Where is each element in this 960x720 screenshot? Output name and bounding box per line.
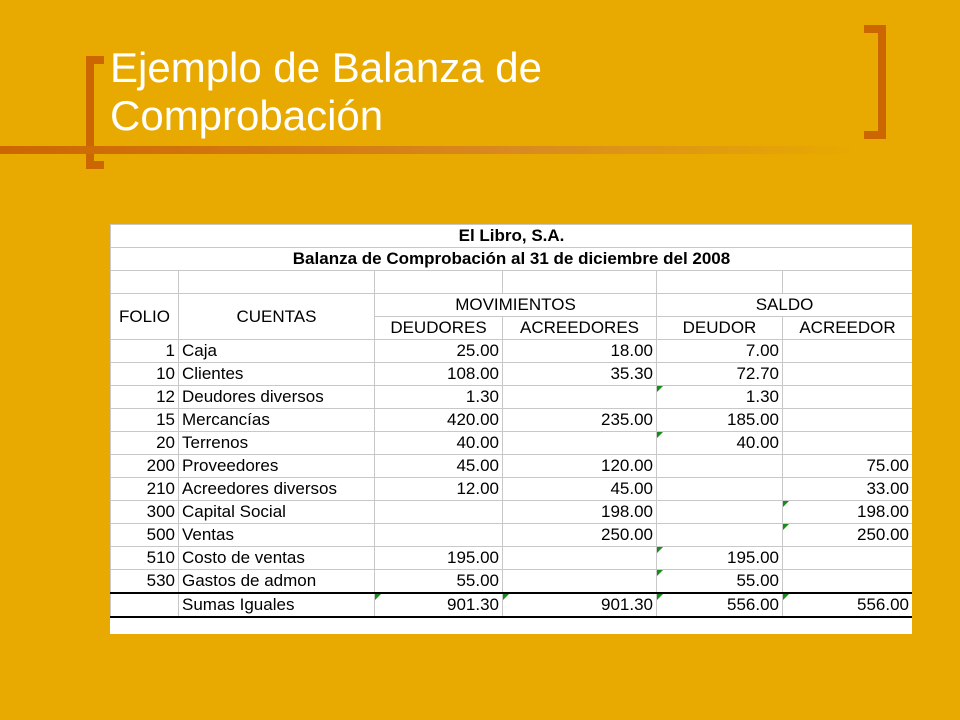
credit-balance-cell: [783, 363, 913, 386]
subtitle-row: [111, 248, 913, 271]
table-row: [111, 547, 913, 570]
credit-balance-cell: [783, 547, 913, 570]
account-cell: Capital Social: [179, 501, 375, 524]
folio-cell: 200: [111, 455, 179, 478]
debit-movement-cell: 195.00: [375, 547, 503, 570]
empty-cell: [111, 593, 179, 617]
table-row: [111, 524, 913, 547]
header-acreedor: ACREEDOR: [783, 317, 913, 340]
credit-balance-cell: 250.00: [783, 524, 913, 547]
debit-movement-cell: 420.00: [375, 409, 503, 432]
slide-title-line-1: Ejemplo de Balanza de: [110, 44, 542, 91]
folio-cell: 12: [111, 386, 179, 409]
account-cell: Terrenos: [179, 432, 375, 455]
credit-movement-cell: 35.30: [503, 363, 657, 386]
header-cuentas: CUENTAS: [179, 294, 375, 340]
account-cell: Clientes: [179, 363, 375, 386]
empty-cell: [111, 271, 179, 294]
debit-movement-cell: 45.00: [375, 455, 503, 478]
account-cell: Ventas: [179, 524, 375, 547]
empty-cell: [503, 271, 657, 294]
folio-cell: 500: [111, 524, 179, 547]
debit-balance-cell: 195.00: [657, 547, 783, 570]
folio-cell: 20: [111, 432, 179, 455]
total-credit-movements: 901.30: [503, 593, 657, 617]
balance-subtitle: Balanza de Comprobación al 31 de diciembre del 2008: [111, 248, 913, 271]
totals-label: Sumas Iguales: [179, 593, 375, 617]
header-row-1: [111, 294, 913, 317]
debit-balance-cell: 185.00: [657, 409, 783, 432]
account-cell: Deudores diversos: [179, 386, 375, 409]
folio-cell: 510: [111, 547, 179, 570]
total-debit-balance: 556.00: [657, 593, 783, 617]
debit-movement-cell: 40.00: [375, 432, 503, 455]
debit-balance-cell: 7.00: [657, 340, 783, 363]
credit-balance-cell: [783, 340, 913, 363]
empty-cell: [657, 271, 783, 294]
folio-cell: 300: [111, 501, 179, 524]
credit-movement-cell: [503, 386, 657, 409]
table-row: [111, 501, 913, 524]
right-bracket-decoration: [864, 25, 886, 139]
credit-balance-cell: 33.00: [783, 478, 913, 501]
credit-movement-cell: 120.00: [503, 455, 657, 478]
debit-balance-cell: [657, 501, 783, 524]
total-credit-balance: 556.00: [783, 593, 913, 617]
totals-row: [111, 593, 913, 617]
debit-movement-cell: 25.00: [375, 340, 503, 363]
title-underline: [0, 146, 864, 154]
table-row: [111, 455, 913, 478]
credit-movement-cell: 250.00: [503, 524, 657, 547]
table-row: [111, 363, 913, 386]
credit-balance-cell: [783, 386, 913, 409]
debit-movement-cell: 108.00: [375, 363, 503, 386]
debit-balance-cell: [657, 455, 783, 478]
blank-row: [111, 271, 913, 294]
total-debit-movements: 901.30: [375, 593, 503, 617]
debit-balance-cell: 1.30: [657, 386, 783, 409]
header-movimientos: MOVIMIENTOS: [375, 294, 657, 317]
table-row: [111, 409, 913, 432]
debit-balance-cell: 40.00: [657, 432, 783, 455]
credit-balance-cell: 75.00: [783, 455, 913, 478]
account-cell: Proveedores: [179, 455, 375, 478]
debit-balance-cell: 55.00: [657, 570, 783, 594]
slide-title-line-2: Comprobación: [110, 92, 384, 139]
debit-movement-cell: 1.30: [375, 386, 503, 409]
credit-movement-cell: [503, 547, 657, 570]
credit-movement-cell: 18.00: [503, 340, 657, 363]
table-row: [111, 478, 913, 501]
debit-movement-cell: [375, 501, 503, 524]
folio-cell: 1: [111, 340, 179, 363]
credit-balance-cell: 198.00: [783, 501, 913, 524]
credit-movement-cell: [503, 570, 657, 594]
header-deudor: DEUDOR: [657, 317, 783, 340]
credit-movement-cell: [503, 432, 657, 455]
header-acreedores: ACREEDORES: [503, 317, 657, 340]
folio-cell: 10: [111, 363, 179, 386]
slide-title: [110, 44, 542, 140]
table-row: [111, 386, 913, 409]
debit-movement-cell: [375, 524, 503, 547]
folio-cell: 210: [111, 478, 179, 501]
credit-balance-cell: [783, 432, 913, 455]
folio-cell: 530: [111, 570, 179, 594]
header-saldo: SALDO: [657, 294, 913, 317]
debit-balance-cell: [657, 524, 783, 547]
table-row: [111, 432, 913, 455]
account-cell: Gastos de admon: [179, 570, 375, 594]
account-cell: Costo de ventas: [179, 547, 375, 570]
credit-movement-cell: 198.00: [503, 501, 657, 524]
table-row: [111, 340, 913, 363]
debit-movement-cell: 12.00: [375, 478, 503, 501]
spreadsheet: [110, 224, 912, 634]
debit-movement-cell: 55.00: [375, 570, 503, 594]
company-row: [111, 225, 913, 248]
account-cell: Mercancías: [179, 409, 375, 432]
header-folio: FOLIO: [111, 294, 179, 340]
empty-cell: [375, 271, 503, 294]
empty-cell: [783, 271, 913, 294]
credit-balance-cell: [783, 570, 913, 594]
account-cell: Caja: [179, 340, 375, 363]
debit-balance-cell: 72.70: [657, 363, 783, 386]
debit-balance-cell: [657, 478, 783, 501]
trial-balance-table: [110, 224, 912, 618]
header-deudores: DEUDORES: [375, 317, 503, 340]
credit-movement-cell: 45.00: [503, 478, 657, 501]
empty-cell: [179, 271, 375, 294]
company-name: El Libro, S.A.: [111, 225, 913, 248]
folio-cell: 15: [111, 409, 179, 432]
account-cell: Acreedores diversos: [179, 478, 375, 501]
table-row: [111, 570, 913, 594]
credit-balance-cell: [783, 409, 913, 432]
credit-movement-cell: 235.00: [503, 409, 657, 432]
